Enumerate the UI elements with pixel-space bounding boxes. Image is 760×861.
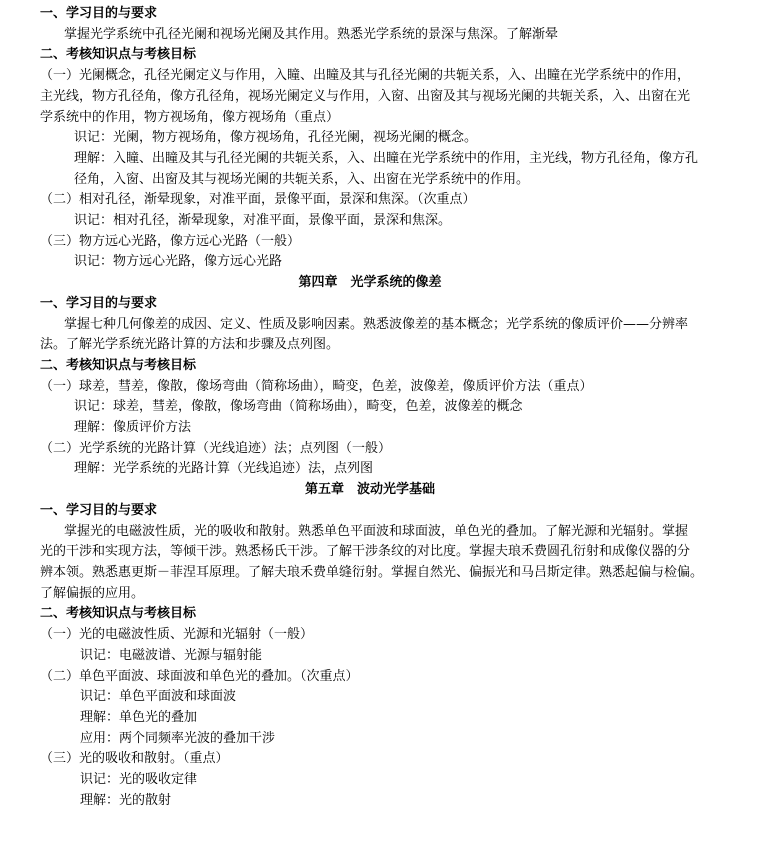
text-line: （二）单色平面波、球面波和单色光的叠加。（次重点） bbox=[40, 668, 359, 684]
objective-line: 径角，入窗、出窗及其与视场光阑的共轭关系，入、出窗在光学系统中的作用。 bbox=[74, 171, 530, 187]
objective-line: 识记：光阑，物方视场角，像方视场角，孔径光阑，视场光阑的概念。 bbox=[74, 130, 478, 146]
objective-line: 应用：两个同频率光波的叠加干涉 bbox=[80, 730, 276, 746]
text-line: 主光线，物方孔径角，像方孔径角，视场光阑定义与作用，入窗、出窗及其与视场光阑的共轭关系，入、出窗在光 bbox=[40, 88, 691, 104]
chapter-title: 第四章 光学系统的像差 bbox=[298, 275, 442, 291]
objective-line: 识记：物方远心光路，像方远心光路 bbox=[74, 254, 283, 270]
text-line: （一）球差，彗差，像散，像场弯曲（简称场曲），畸变，色差，波像差，像质评价方法（重点） bbox=[40, 378, 593, 394]
text-line: （一）光阑概念，孔径光阑定义与作用，入瞳、出瞳及其与孔径光阑的共轭关系，入、出瞳在光学系统中的作用， bbox=[40, 68, 691, 84]
chapter-title: 第五章 波动光学基础 bbox=[304, 482, 435, 498]
section-heading: 二、考核知识点与考核目标 bbox=[40, 47, 197, 63]
objective-line: 理解：光的散射 bbox=[80, 792, 172, 808]
text-line: 学系统中的作用，物方视场角，像方视场角（重点） bbox=[40, 109, 340, 125]
section-heading: 一、学习目的与要求 bbox=[40, 6, 158, 21]
text-line: 法。了解光学系统光路计算的方法和步骤及点列图。 bbox=[40, 337, 340, 353]
objective-line: 识记：单色平面波和球面波 bbox=[80, 689, 237, 705]
section-heading: 二、考核知识点与考核目标 bbox=[40, 606, 197, 622]
text-line: （一）光的电磁波性质、光源和光辐射（一般） bbox=[40, 627, 314, 643]
paragraph-line: 掌握光的电磁波性质，光的吸收和散射。熟悉单色平面波和球面波，单色光的叠加。了解光源和光辐射。掌握 bbox=[64, 523, 689, 539]
objective-line: 理解：像质评价方法 bbox=[74, 420, 192, 436]
paragraph-line: 掌握光学系统中孔径光阑和视场光阑及其作用。熟悉光学系统的景深与焦深。了解渐晕 bbox=[64, 26, 559, 42]
paragraph-line: 掌握七种几何像差的成因、定义、性质及影响因素。熟悉波像差的基本概念；光学系统的像质评价——分辨率 bbox=[64, 316, 689, 332]
objective-line: 识记：相对孔径，渐晕现象，对准平面，景像平面，景深和焦深。 bbox=[74, 213, 452, 229]
section-heading: 一、学习目的与要求 bbox=[40, 295, 158, 311]
section-heading: 一、学习目的与要求 bbox=[40, 502, 158, 518]
text-line: （三）物方远心光路，像方远心光路（一般） bbox=[40, 233, 301, 249]
objective-line: 理解：单色光的叠加 bbox=[80, 709, 198, 725]
text-line: （二）光学系统的光路计算（光线追迹）法；点列图（一般） bbox=[40, 440, 392, 456]
objective-line: 识记：球差，彗差，像散，像场弯曲（简称场曲），畸变，色差，波像差的概念 bbox=[74, 399, 523, 415]
text-line: 辨本领。熟悉惠更斯－菲涅耳原理。了解夫琅禾费单缝衍射。掌握自然光、偏振光和马吕斯定律。熟悉起偏与检偏。 bbox=[40, 564, 704, 580]
text-line: 了解偏振的应用。 bbox=[40, 585, 145, 601]
section-heading: 二、考核知识点与考核目标 bbox=[40, 357, 197, 373]
text-line: （三）光的吸收和散射。（重点） bbox=[40, 751, 229, 767]
objective-line: 理解：入瞳、出瞳及其与孔径光阑的共轭关系，入、出瞳在光学系统中的作用，主光线，物方孔径角，像方孔 bbox=[74, 150, 699, 166]
objective-line: 理解：光学系统的光路计算（光线追迹）法，点列图 bbox=[74, 461, 374, 477]
text-line: 光的干涉和实现方法，等倾干涉。熟悉杨氏干涉。了解干涉条纹的对比度。掌握夫琅禾费圆孔衍射和成像仪器的分 bbox=[40, 544, 691, 560]
objective-line: 识记：光的吸收定律 bbox=[80, 772, 198, 788]
text-line: （二）相对孔径，渐晕现象，对准平面，景像平面，景深和焦深。（次重点） bbox=[40, 192, 476, 208]
objective-line: 识记：电磁波谱、光源与辐射能 bbox=[80, 647, 263, 663]
